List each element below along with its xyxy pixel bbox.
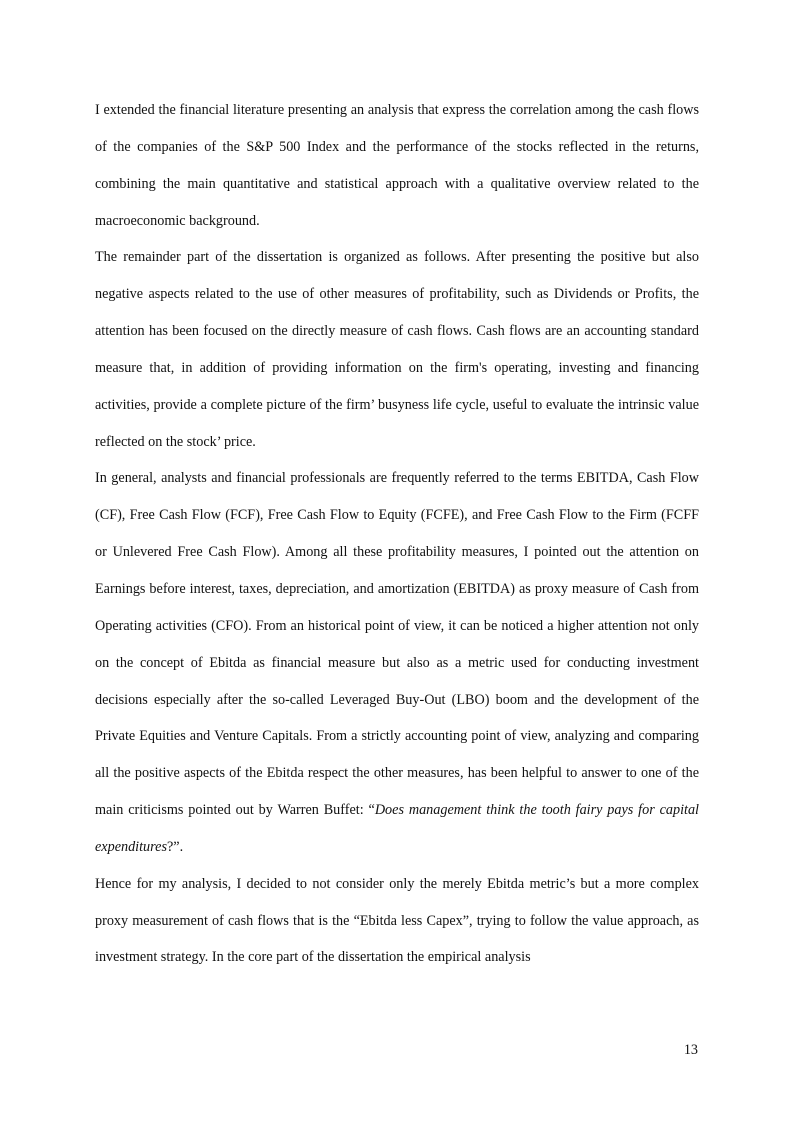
paragraph-3-text-before: In general, analysts and financial professionals are frequently referred to the terms EBITDA, Cash Flow (CF), Free Cash Flow (FCF), Free Cash Flow to Equity (FCFE), and Free Cash Flow to the Firm (FCFF or Unlevered Free Cash Flow). Among all these profitability measures, I pointed out the attention on Earnings before interest, taxes, depreciation, and amortization (EBITDA) as proxy measure of Cash from Operating activities (CFO). From an historical point of view, it can be noticed a higher attention not only on the concept of Ebitda as financial measure but also as a metric used for conducting investment decisions especially after the so-called Leveraged Buy-Out (LBO) boom and the development of the Private Equities and Venture Capitals. From a strictly accounting point of view, analyzing and comparing all the positive aspects of the Ebitda respect the other measures, has been helpful to answer to one of the main criticisms pointed out by Warren Buffet: “ (95, 470, 699, 819)
buffett-quote: Does management think the tooth fairy pays for capital expenditures (95, 802, 700, 855)
paragraph-3 (95, 460, 699, 865)
paragraph-4: Hence for my analysis, I decided to not consider only the merely Ebitda metric’s but a more complex proxy measurement of cash flows that is the “Ebitda less Capex”, trying to follow the value approach, as investment strategy. In the core part of the dissertation the empirical analysis (95, 875, 699, 966)
paragraph-1: I extended the financial literature presenting an analysis that express the correlation among the cash flows of the companies of the S&P 500 Index and the performance of the stocks reflected in the returns, combining the main quantitative and statistical approach with a qualitative overview related to the macroeconomic background. (95, 102, 699, 229)
paragraph-2: The remainder part of the dissertation is organized as follows. After presenting the positive but also negative aspects related to the use of other measures of profitability, such as Dividends or Profits, the attention has been focused on the directly measure of cash flows. Cash flows are an accounting standard measure that, in addition of providing information on the firm's operating, investing and financing activities, provide a complete picture of the firm’ busyness life cycle, useful to evaluate the intrinsic value reflected on the stock’ price. (95, 249, 699, 450)
page-number: 13 (683, 1042, 698, 1058)
document-body (95, 92, 699, 976)
paragraph-3-text-after: ?”. (166, 838, 184, 855)
